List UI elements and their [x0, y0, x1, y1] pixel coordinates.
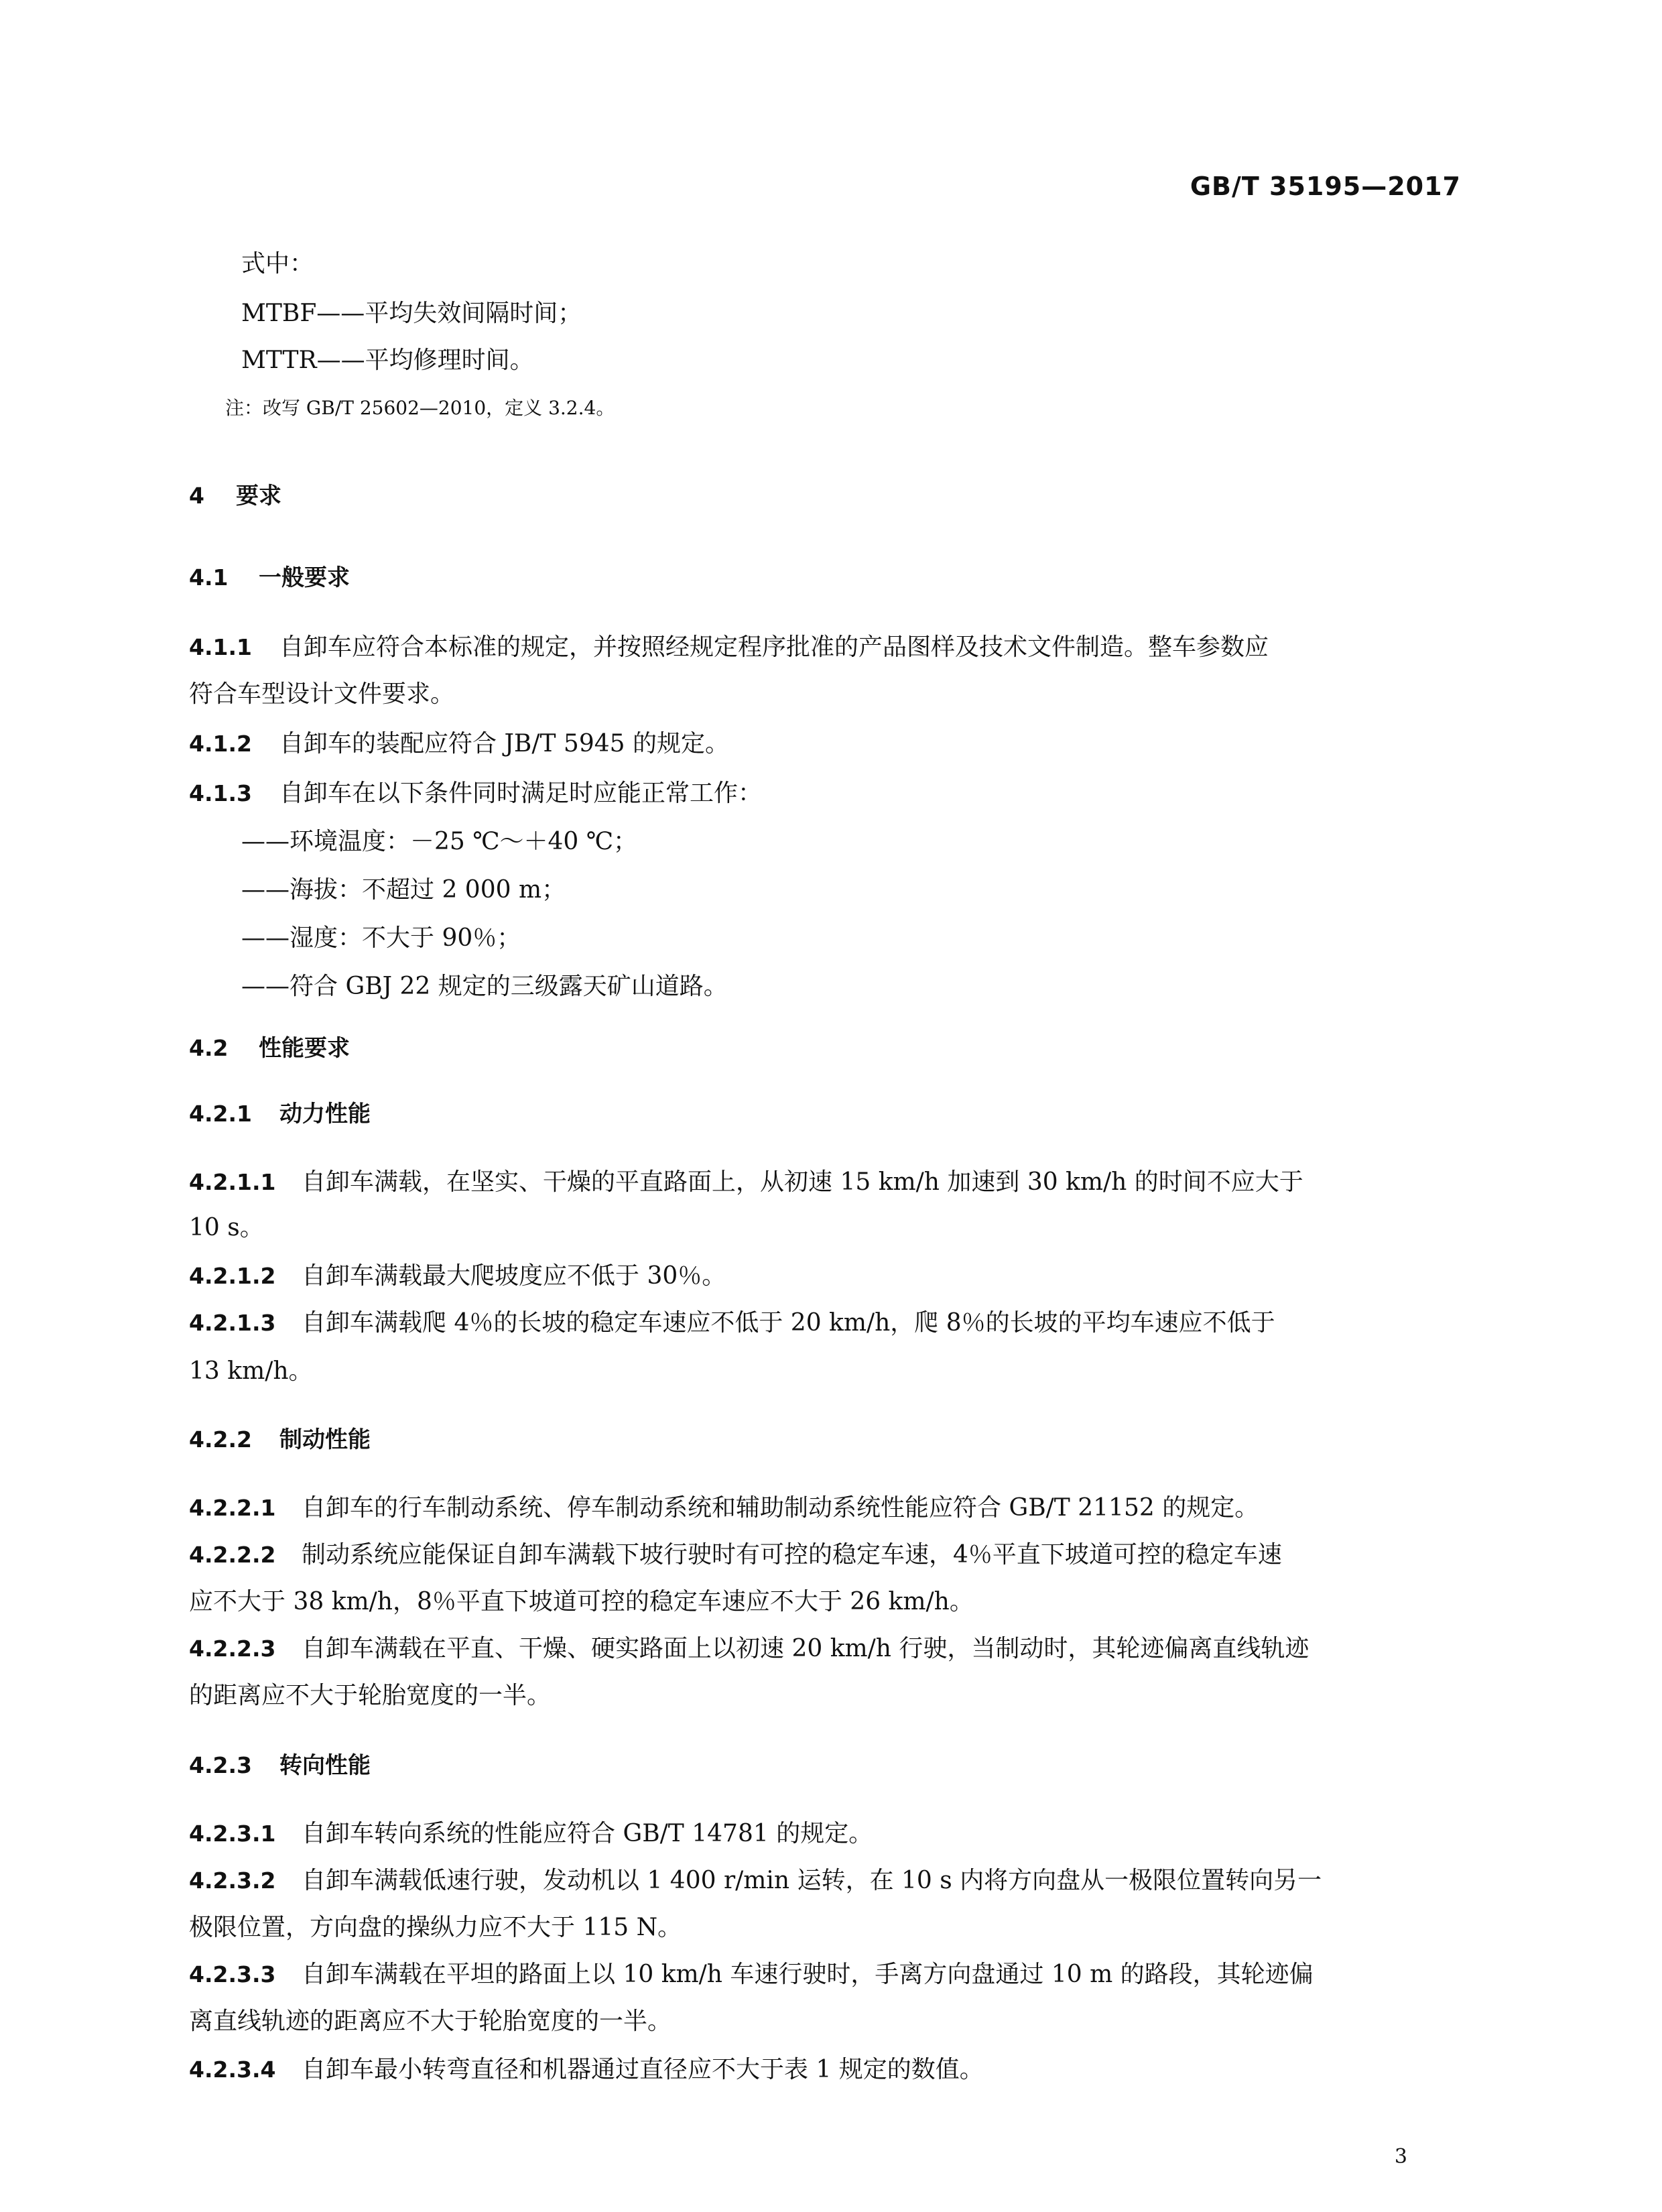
clause-4-2-3-2 — [189, 1865, 1461, 1897]
clause-4-2-1-2 — [189, 1260, 1461, 1292]
formula-legend-item: MTBF——平均失效间隔时间； — [241, 300, 582, 327]
clause-number: 4.2.1.2 — [189, 1263, 276, 1289]
clause-text: 自卸车的行车制动系统、停车制动系统和辅助制动系统性能应符合 GB/T 21152 的规定。 — [302, 1494, 1259, 1522]
clause-continuation: 10 s。 — [189, 1214, 264, 1241]
section-title: 制动性能 — [279, 1426, 371, 1453]
clause-continuation: 符合车型设计文件要求。 — [189, 680, 455, 708]
section-number: 4.2.2 — [189, 1426, 252, 1453]
list-item: ——环境温度：－25 ℃～＋40 ℃； — [241, 828, 638, 855]
section-heading-4 — [189, 480, 1461, 512]
clause-number: 4.2.1.1 — [189, 1169, 276, 1195]
clause-number: 4.2.3.2 — [189, 1867, 276, 1894]
formula-legend-item: MTTR——平均修理时间。 — [241, 347, 534, 374]
clause-number: 4.2.1.3 — [189, 1310, 276, 1336]
clause-continuation: 的距离应不大于轮胎宽度的一半。 — [189, 1682, 552, 1709]
clause-text: 自卸车在以下条件同时满足时应能正常工作： — [279, 780, 763, 807]
section-title: 要求 — [236, 483, 281, 509]
section-heading-4-2 — [189, 1032, 1461, 1064]
formula-legend-intro: 式中： — [241, 250, 314, 278]
section-number: 4 — [189, 483, 204, 509]
clause-4-2-3-4 — [189, 2054, 1461, 2086]
section-title: 一般要求 — [259, 564, 350, 591]
clause-continuation: 应不大于 38 km/h，8％平直下坡道可控的稳定车速应不大于 26 km/h。 — [189, 1588, 974, 1615]
clause-4-2-3-3 — [189, 1959, 1461, 1991]
clause-continuation: 13 km/h。 — [189, 1357, 313, 1385]
list-item: ——符合 GBJ 22 规定的三级露天矿山道路。 — [241, 973, 728, 1000]
clause-4-1-1 — [189, 631, 1461, 664]
section-number: 4.2 — [189, 1035, 229, 1061]
section-heading-4-2-2 — [189, 1424, 1461, 1456]
section-title: 转向性能 — [279, 1752, 371, 1779]
list-item: ——湿度：不大于 90％； — [241, 924, 521, 952]
clause-4-1-2 — [189, 728, 1461, 760]
list-item: ——海拔：不超过 2 000 m； — [241, 876, 566, 904]
clause-number: 4.1.3 — [189, 780, 252, 806]
clause-number: 4.1.1 — [189, 634, 252, 660]
clause-text: 自卸车满载低速行驶，发动机以 1 400 r/min 运转，在 10 s 内将方向盘从一极限位置转向另一 — [302, 1867, 1322, 1894]
clause-text: 自卸车满载爬 4％的长坡的稳定车速应不低于 20 km/h，爬 8％的长坡的平均车速应不低于 — [302, 1309, 1275, 1337]
section-title: 动力性能 — [279, 1101, 371, 1127]
clause-text: 自卸车满载在平坦的路面上以 10 km/h 车速行驶时，手离方向盘通过 10 m 的路段，其轮迹偏 — [302, 1961, 1314, 1988]
clause-4-2-1-3 — [189, 1307, 1461, 1339]
clause-text: 自卸车满载最大爬坡度应不低于 30％。 — [302, 1262, 726, 1290]
clause-number: 4.2.3.1 — [189, 1821, 276, 1847]
section-number: 4.1 — [189, 564, 229, 591]
section-heading-4-1 — [189, 562, 1461, 594]
clause-number: 4.2.3.4 — [189, 2056, 276, 2083]
section-heading-4-2-3 — [189, 1749, 1461, 1782]
clause-4-2-2-1 — [189, 1492, 1461, 1524]
clause-text: 自卸车满载，在坚实、干燥的平直路面上，从初速 15 km/h 加速到 30 km/h 的时间不应大于 — [302, 1168, 1303, 1196]
clause-text: 制动系统应能保证自卸车满载下坡行驶时有可控的稳定车速，4％平直下坡道可控的稳定车速 — [302, 1541, 1282, 1569]
clause-text: 自卸车的装配应符合 JB/T 5945 的规定。 — [279, 730, 729, 757]
clause-number: 4.2.2.1 — [189, 1495, 276, 1521]
clause-number: 4.1.2 — [189, 731, 252, 757]
clause-text: 自卸车应符合本标准的规定，并按照经规定程序批准的产品图样及技术文件制造。整车参数应 — [279, 633, 1269, 661]
clause-4-2-3-1 — [189, 1818, 1461, 1850]
clause-4-2-2-3 — [189, 1633, 1461, 1665]
standard-code: GB/T 35195—2017 — [1190, 172, 1461, 201]
clause-4-2-1-1 — [189, 1166, 1461, 1199]
clause-text: 自卸车最小转弯直径和机器通过直径应不大于表 1 规定的数值。 — [302, 2056, 984, 2083]
clause-4-1-3 — [189, 778, 1461, 810]
clause-number: 4.2.3.3 — [189, 1961, 276, 1987]
page-number: 3 — [1394, 2145, 1407, 2168]
clause-number: 4.2.2.2 — [189, 1542, 276, 1568]
section-heading-4-2-1 — [189, 1098, 1461, 1130]
clause-number: 4.2.2.3 — [189, 1636, 276, 1662]
clause-4-2-2-2 — [189, 1539, 1461, 1571]
note: 注：改写 GB/T 25602—2010，定义 3.2.4。 — [225, 397, 615, 419]
section-number: 4.2.1 — [189, 1101, 252, 1127]
clause-text: 自卸车转向系统的性能应符合 GB/T 14781 的规定。 — [302, 1820, 873, 1847]
section-number: 4.2.3 — [189, 1752, 252, 1778]
section-title: 性能要求 — [259, 1035, 350, 1062]
clause-continuation: 离直线轨迹的距离应不大于轮胎宽度的一半。 — [189, 2008, 672, 2035]
clause-text: 自卸车满载在平直、干燥、硬实路面上以初速 20 km/h 行驶，当制动时，其轮迹偏离直线轨迹 — [302, 1635, 1309, 1662]
clause-continuation: 极限位置，方向盘的操纵力应不大于 115 N。 — [189, 1914, 682, 1941]
